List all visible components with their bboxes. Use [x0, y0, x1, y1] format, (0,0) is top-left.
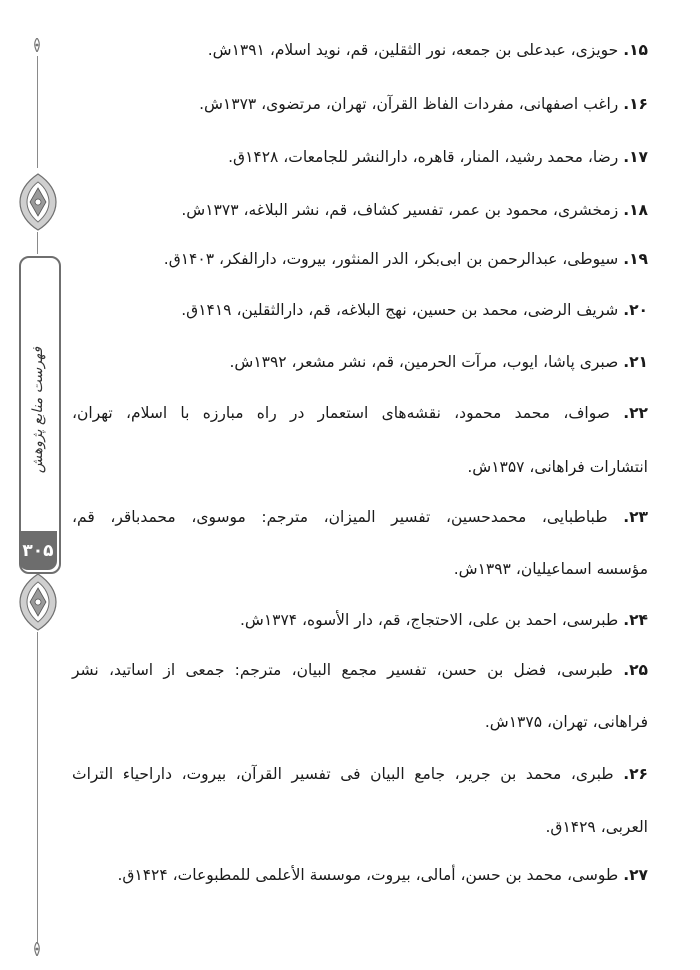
arabesque-ornament-icon [16, 172, 60, 232]
leaf-ornament-icon [30, 38, 44, 52]
margin-rule [37, 56, 38, 168]
reference-entry: ۱۹. سیوطی، عبدالرحمن بن ابی‌بکر، الدر المنثور، بیروت، دارالفکر، ۱۴۰۳ق. [163, 250, 648, 268]
running-title: فهرست منابع پژوهش [30, 346, 46, 474]
reference-entry: ۲۲. صواف، محمد محمود، نقشه‌های استعمار در راه مبارزه با اسلام، تهران، [72, 404, 648, 422]
page-number: ۳۰۵ [19, 531, 57, 570]
reference-entry: ۲۶. طبری، محمد بن جریر، جامع البیان فی تفسیر القرآن، بیروت، داراحیاء التراث [72, 765, 648, 783]
reference-entry: ۲۷. طوسی، محمد بن حسن، أمالی، بیروت، موسسة الأعلمی للمطبوعات، ۱۴۲۴ق. [117, 866, 648, 884]
reference-entry: ۱۵. حویزی، عبدعلی بن جمعه، نور الثقلین، قم، نوید اسلام، ۱۳۹۱ش. [207, 41, 648, 59]
reference-continuation: العربی، ۱۴۲۹ق. [545, 818, 648, 836]
reference-continuation: انتشارات فراهانی، ۱۳۵۷ش. [467, 458, 648, 476]
reference-entry: ۱۸. زمخشری، محمود بن عمر، تفسیر کشاف، قم، نشر البلاغه، ۱۳۷۳ش. [181, 201, 648, 219]
reference-continuation: فراهانی، تهران، ۱۳۷۵ش. [484, 713, 648, 731]
leaf-ornament-icon [30, 942, 44, 956]
reference-entry: ۱۶. راغب اصفهانی، مفردات الفاظ القرآن، تهران، مرتضوی، ۱۳۷۳ش. [199, 95, 648, 113]
reference-entry: ۲۵. طبرسی، فضل بن حسن، تفسیر مجمع البیان، مترجم: جمعی از اساتید، نشر [72, 661, 648, 679]
arabesque-ornament-icon [16, 572, 60, 632]
reference-continuation: مؤسسه اسماعیلیان، ۱۳۹۳ش. [453, 560, 648, 578]
reference-entry: ۲۴. طبرسی، احمد بن علی، الاحتجاج، قم، دار الأسوه، ۱۳۷۴ش. [239, 611, 648, 629]
margin-rule [37, 232, 38, 254]
reference-entry: ۲۱. صبری پاشا، ایوب، مرآت الحرمین، قم، نشر مشعر، ۱۳۹۲ش. [229, 353, 648, 371]
reference-entry: ۲۰. شریف الرضی، محمد بن حسین، نهج البلاغه، قم، دارالثقلین، ۱۴۱۹ق. [181, 301, 648, 319]
reference-entry: ۱۷. رضا، محمد رشید، المنار، قاهره، دارالنشر للجامعات، ۱۴۲۸ق. [228, 148, 648, 166]
reference-entry: ۲۳. طباطبایی، محمدحسین، تفسیر المیزان، مترجم: موسوی، محمدباقر، قم، [72, 508, 648, 526]
margin-rule [37, 632, 38, 944]
